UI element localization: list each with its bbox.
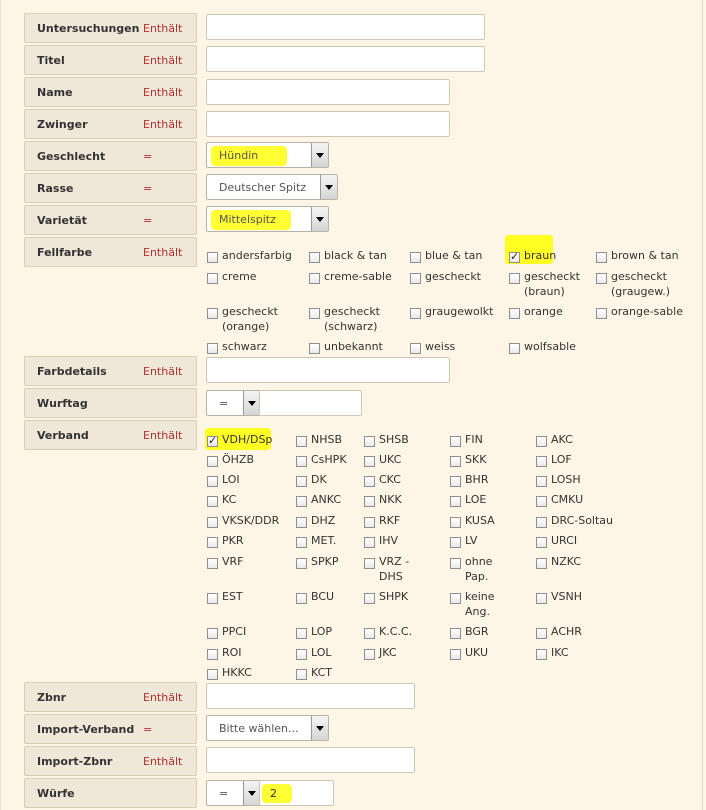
field-operator: Enthält [143,691,183,704]
field-name: Name [37,86,73,99]
verband-checkbox[interactable] [296,476,307,487]
verband-checkbox[interactable] [296,593,307,604]
label-verband [24,420,197,450]
fellfarbe-checkbox[interactable] [410,308,421,319]
fellfarbe-checkbox[interactable] [410,273,421,284]
field-name: Zwinger [37,118,88,131]
verband-label: CsHPK [311,453,347,466]
fellfarbe-checkbox[interactable] [309,273,320,284]
verband-checkbox[interactable] [296,628,307,639]
import-zbnr-input[interactable] [206,747,415,773]
rasse-value: Deutscher Spitz [219,181,307,194]
verband-checkbox[interactable] [536,496,547,507]
fellfarbe-checkbox[interactable] [596,308,607,319]
verband-label: JKC [379,646,397,659]
verband-checkbox[interactable] [536,649,547,660]
verband-checkbox[interactable] [536,593,547,604]
fellfarbe-checkbox[interactable] [207,308,218,319]
verband-label: keine Ang. [465,590,495,618]
verband-checkbox[interactable] [296,436,307,447]
fellfarbe-checkbox[interactable] [509,308,520,319]
fellfarbe-label: gescheckt [425,270,481,283]
fellfarbe-label: blue & tan [425,249,483,262]
verband-label: ANKC [311,493,342,506]
verband-checkbox[interactable] [450,456,461,467]
field-operator: = [143,182,153,195]
verband-label: VRZ - DHS [379,555,410,583]
field-name: Import-Verband [37,723,135,736]
verband-checkbox[interactable] [450,649,461,660]
verband-label: VDH/DSp [222,433,273,446]
field-name: Fellfarbe [37,246,93,259]
label-fellfarbe [24,237,197,267]
verband-label: ACHR [551,625,582,638]
chevron-down-icon[interactable] [311,207,328,231]
verband-checkbox[interactable] [364,593,375,604]
label-wurftag [24,388,197,418]
verband-label: ohne Pap. [465,555,493,583]
zbnr-input[interactable] [206,683,415,709]
varietaet-select[interactable] [206,206,329,232]
verband-checkbox[interactable] [364,537,375,548]
verband-label: LV [465,534,478,547]
verband-checkbox[interactable] [296,496,307,507]
verband-label: SKK [465,453,487,466]
field-operator: = [143,150,153,163]
verband-label: MET. [311,534,337,547]
verband-checkbox[interactable] [536,436,547,447]
verband-label: LOP [311,625,333,638]
label-varietaet [24,205,197,235]
fellfarbe-checkbox[interactable] [509,273,520,284]
import-verband-value: Bitte wählen... [219,722,299,735]
verband-checkbox-checked[interactable] [207,436,218,447]
fellfarbe-checkbox[interactable] [309,343,320,354]
label-import-verband [24,714,197,744]
verband-label: UKU [465,646,489,659]
verband-label: LOL [311,646,332,659]
verband-checkbox[interactable] [364,436,375,447]
verband-checkbox[interactable] [207,669,218,680]
verband-label: VKSK/DDR [222,514,280,527]
label-untersuchungen [24,13,197,43]
verband-label: DRC-Soltau [551,514,614,527]
titel-input[interactable] [206,46,485,72]
verband-label: KC [222,493,237,506]
verband-checkbox[interactable] [450,517,461,528]
verband-checkbox[interactable] [450,628,461,639]
verband-label: NZKC [551,555,582,568]
verband-checkbox[interactable] [450,593,461,604]
verband-label: VRF [222,555,244,568]
chevron-down-icon[interactable] [243,391,260,415]
highlight-marker [262,784,292,803]
label-zwinger [24,109,197,139]
fellfarbe-checkbox[interactable] [207,252,218,263]
fellfarbe-checkbox-checked[interactable] [509,252,520,263]
field-name: Farbdetails [37,365,107,378]
verband-checkbox[interactable] [207,649,218,660]
verband-label: K.C.C. [379,625,413,638]
verband-label: LOSH [551,473,581,486]
verband-label: SPKP [311,555,339,568]
verband-checkbox[interactable] [364,558,375,569]
verband-checkbox[interactable] [536,537,547,548]
verband-checkbox[interactable] [364,456,375,467]
verband-label: SHSB [379,433,409,446]
verband-checkbox[interactable] [450,558,461,569]
verband-checkbox[interactable] [296,669,307,680]
field-operator: Enthält [143,429,183,442]
verband-checkbox[interactable] [536,456,547,467]
verband-label: PPCI [222,625,247,638]
fellfarbe-label: creme-sable [324,270,392,283]
verband-label: KCT [311,666,333,679]
field-operator: Enthält [143,118,183,131]
verband-label: NKK [379,493,402,506]
verband-label: BGR [465,625,489,638]
field-name: Rasse [37,182,74,195]
verband-checkbox[interactable] [296,456,307,467]
geschlecht-value: Hündin [219,149,259,162]
fellfarbe-label: weiss [425,340,456,353]
verband-label: AKC [551,433,573,446]
verband-label: FIN [465,433,483,446]
verband-label: DK [311,473,327,486]
fellfarbe-label: orange-sable [611,305,683,318]
chevron-down-icon[interactable] [311,716,328,740]
verband-label: BHR [465,473,489,486]
verband-checkbox[interactable] [207,628,218,639]
fellfarbe-label: wolfsable [524,340,576,353]
fellfarbe-checkbox[interactable] [596,273,607,284]
chevron-down-icon[interactable] [243,781,260,805]
verband-label: DHZ [311,514,336,527]
fellfarbe-checkbox[interactable] [207,273,218,284]
field-operator: Enthält [143,86,183,99]
fellfarbe-label: black & tan [324,249,387,262]
label-name [24,77,197,107]
field-operator: = [143,723,153,736]
fellfarbe-checkbox[interactable] [596,252,607,263]
label-zbnr [24,682,197,712]
verband-label: SHPK [379,590,409,603]
field-name: Verband [37,429,89,442]
verband-checkbox[interactable] [536,558,547,569]
verband-checkbox[interactable] [536,628,547,639]
verband-label: IHV [379,534,399,547]
label-rasse [24,173,197,203]
fellfarbe-label: gescheckt (braun) [524,270,580,298]
verband-checkbox[interactable] [536,476,547,487]
wuerfe-value: 2 [270,787,277,800]
verband-label: ROI [222,646,242,659]
verband-label: CMKU [551,493,584,506]
label-geschlecht [24,141,197,171]
verband-checkbox[interactable] [207,456,218,467]
import-verband-select[interactable] [206,715,329,741]
verband-label: BCU [311,590,335,603]
verband-checkbox[interactable] [364,628,375,639]
verband-label: CKC [379,473,401,486]
verband-label: KUSA [465,514,495,527]
name-input[interactable] [206,79,450,105]
wurftag-operator-select[interactable] [206,390,261,416]
field-operator: Enthält [143,755,183,768]
verband-checkbox[interactable] [450,537,461,548]
zwinger-input[interactable] [206,111,450,137]
label-import-zbnr [24,746,197,776]
fellfarbe-label: gescheckt (graugew.) [611,270,671,298]
verband-checkbox[interactable] [207,496,218,507]
fellfarbe-label: schwarz [222,340,267,353]
fellfarbe-label: creme [222,270,257,283]
field-name: Würfe [37,787,75,800]
verband-label: RKF [379,514,401,527]
verband-label: LOE [465,493,487,506]
field-operator: = [143,214,153,227]
verband-label: EST [222,590,243,603]
verband-checkbox[interactable] [364,476,375,487]
field-operator: Enthält [143,54,183,67]
field-name: Titel [37,54,65,67]
fellfarbe-label: unbekannt [324,340,383,353]
verband-label: ÖHZB [222,453,255,466]
verband-checkbox[interactable] [207,558,218,569]
fellfarbe-checkbox[interactable] [410,252,421,263]
fellfarbe-checkbox[interactable] [207,343,218,354]
fellfarbe-label: andersfarbig [222,249,292,262]
verband-checkbox[interactable] [207,537,218,548]
field-name: Import-Zbnr [37,755,113,768]
fellfarbe-checkbox[interactable] [309,308,320,319]
verband-label: PKR [222,534,244,547]
farbdetails-input[interactable] [206,357,450,383]
field-operator: Enthält [143,22,183,35]
fellfarbe-label: gescheckt (schwarz) [324,305,380,333]
verband-checkbox[interactable] [364,649,375,660]
verband-checkbox[interactable] [364,496,375,507]
verband-checkbox[interactable] [296,517,307,528]
geschlecht-select[interactable] [206,142,329,168]
fellfarbe-checkbox[interactable] [309,252,320,263]
field-name: Zbnr [37,691,67,704]
verband-label: HKKC [222,666,252,679]
wuerfe-operator-select[interactable] [206,780,261,806]
fellfarbe-checkbox[interactable] [509,343,520,354]
verband-label: NHSB [311,433,343,446]
wuerfe-operator-value: = [219,787,229,800]
verband-checkbox[interactable] [296,537,307,548]
fellfarbe-label: orange [524,305,563,318]
verband-checkbox[interactable] [364,517,375,528]
field-name: Untersuchungen [37,22,140,35]
field-name: Wurftag [37,397,88,410]
verband-checkbox[interactable] [296,649,307,660]
field-name: Geschlecht [37,150,106,163]
verband-checkbox[interactable] [207,593,218,604]
verband-label: VSNH [551,590,583,603]
fellfarbe-label: gescheckt (orange) [222,305,278,333]
untersuchungen-input[interactable] [206,14,485,40]
field-operator: Enthält [143,246,183,259]
verband-label: UKC [379,453,402,466]
fellfarbe-checkbox[interactable] [410,343,421,354]
wurftag-input[interactable] [259,390,362,416]
wurftag-operator-value: = [219,397,229,410]
chevron-down-icon[interactable] [311,143,328,167]
field-operator: Enthält [143,365,183,378]
label-wuerfe [24,778,197,808]
label-titel [24,45,197,75]
chevron-down-icon[interactable] [320,175,337,199]
rasse-select[interactable] [206,174,338,200]
varietaet-value: Mittelspitz [219,213,276,226]
verband-label: IKC [551,646,569,659]
verband-checkbox[interactable] [450,436,461,447]
wuerfe-input[interactable] [259,780,334,806]
verband-checkbox[interactable] [450,476,461,487]
label-farbdetails [24,356,197,386]
verband-checkbox[interactable] [207,517,218,528]
verband-label: LOF [551,453,572,466]
fellfarbe-label: braun [524,249,557,262]
field-name: Varietät [37,214,87,227]
verband-label: LOI [222,473,240,486]
verband-checkbox[interactable] [450,496,461,507]
verband-label: URCI [551,534,578,547]
verband-checkbox[interactable] [296,558,307,569]
verband-checkbox[interactable] [536,517,547,528]
fellfarbe-label: graugewolkt [425,305,494,318]
verband-checkbox[interactable] [207,476,218,487]
fellfarbe-label: brown & tan [611,249,679,262]
